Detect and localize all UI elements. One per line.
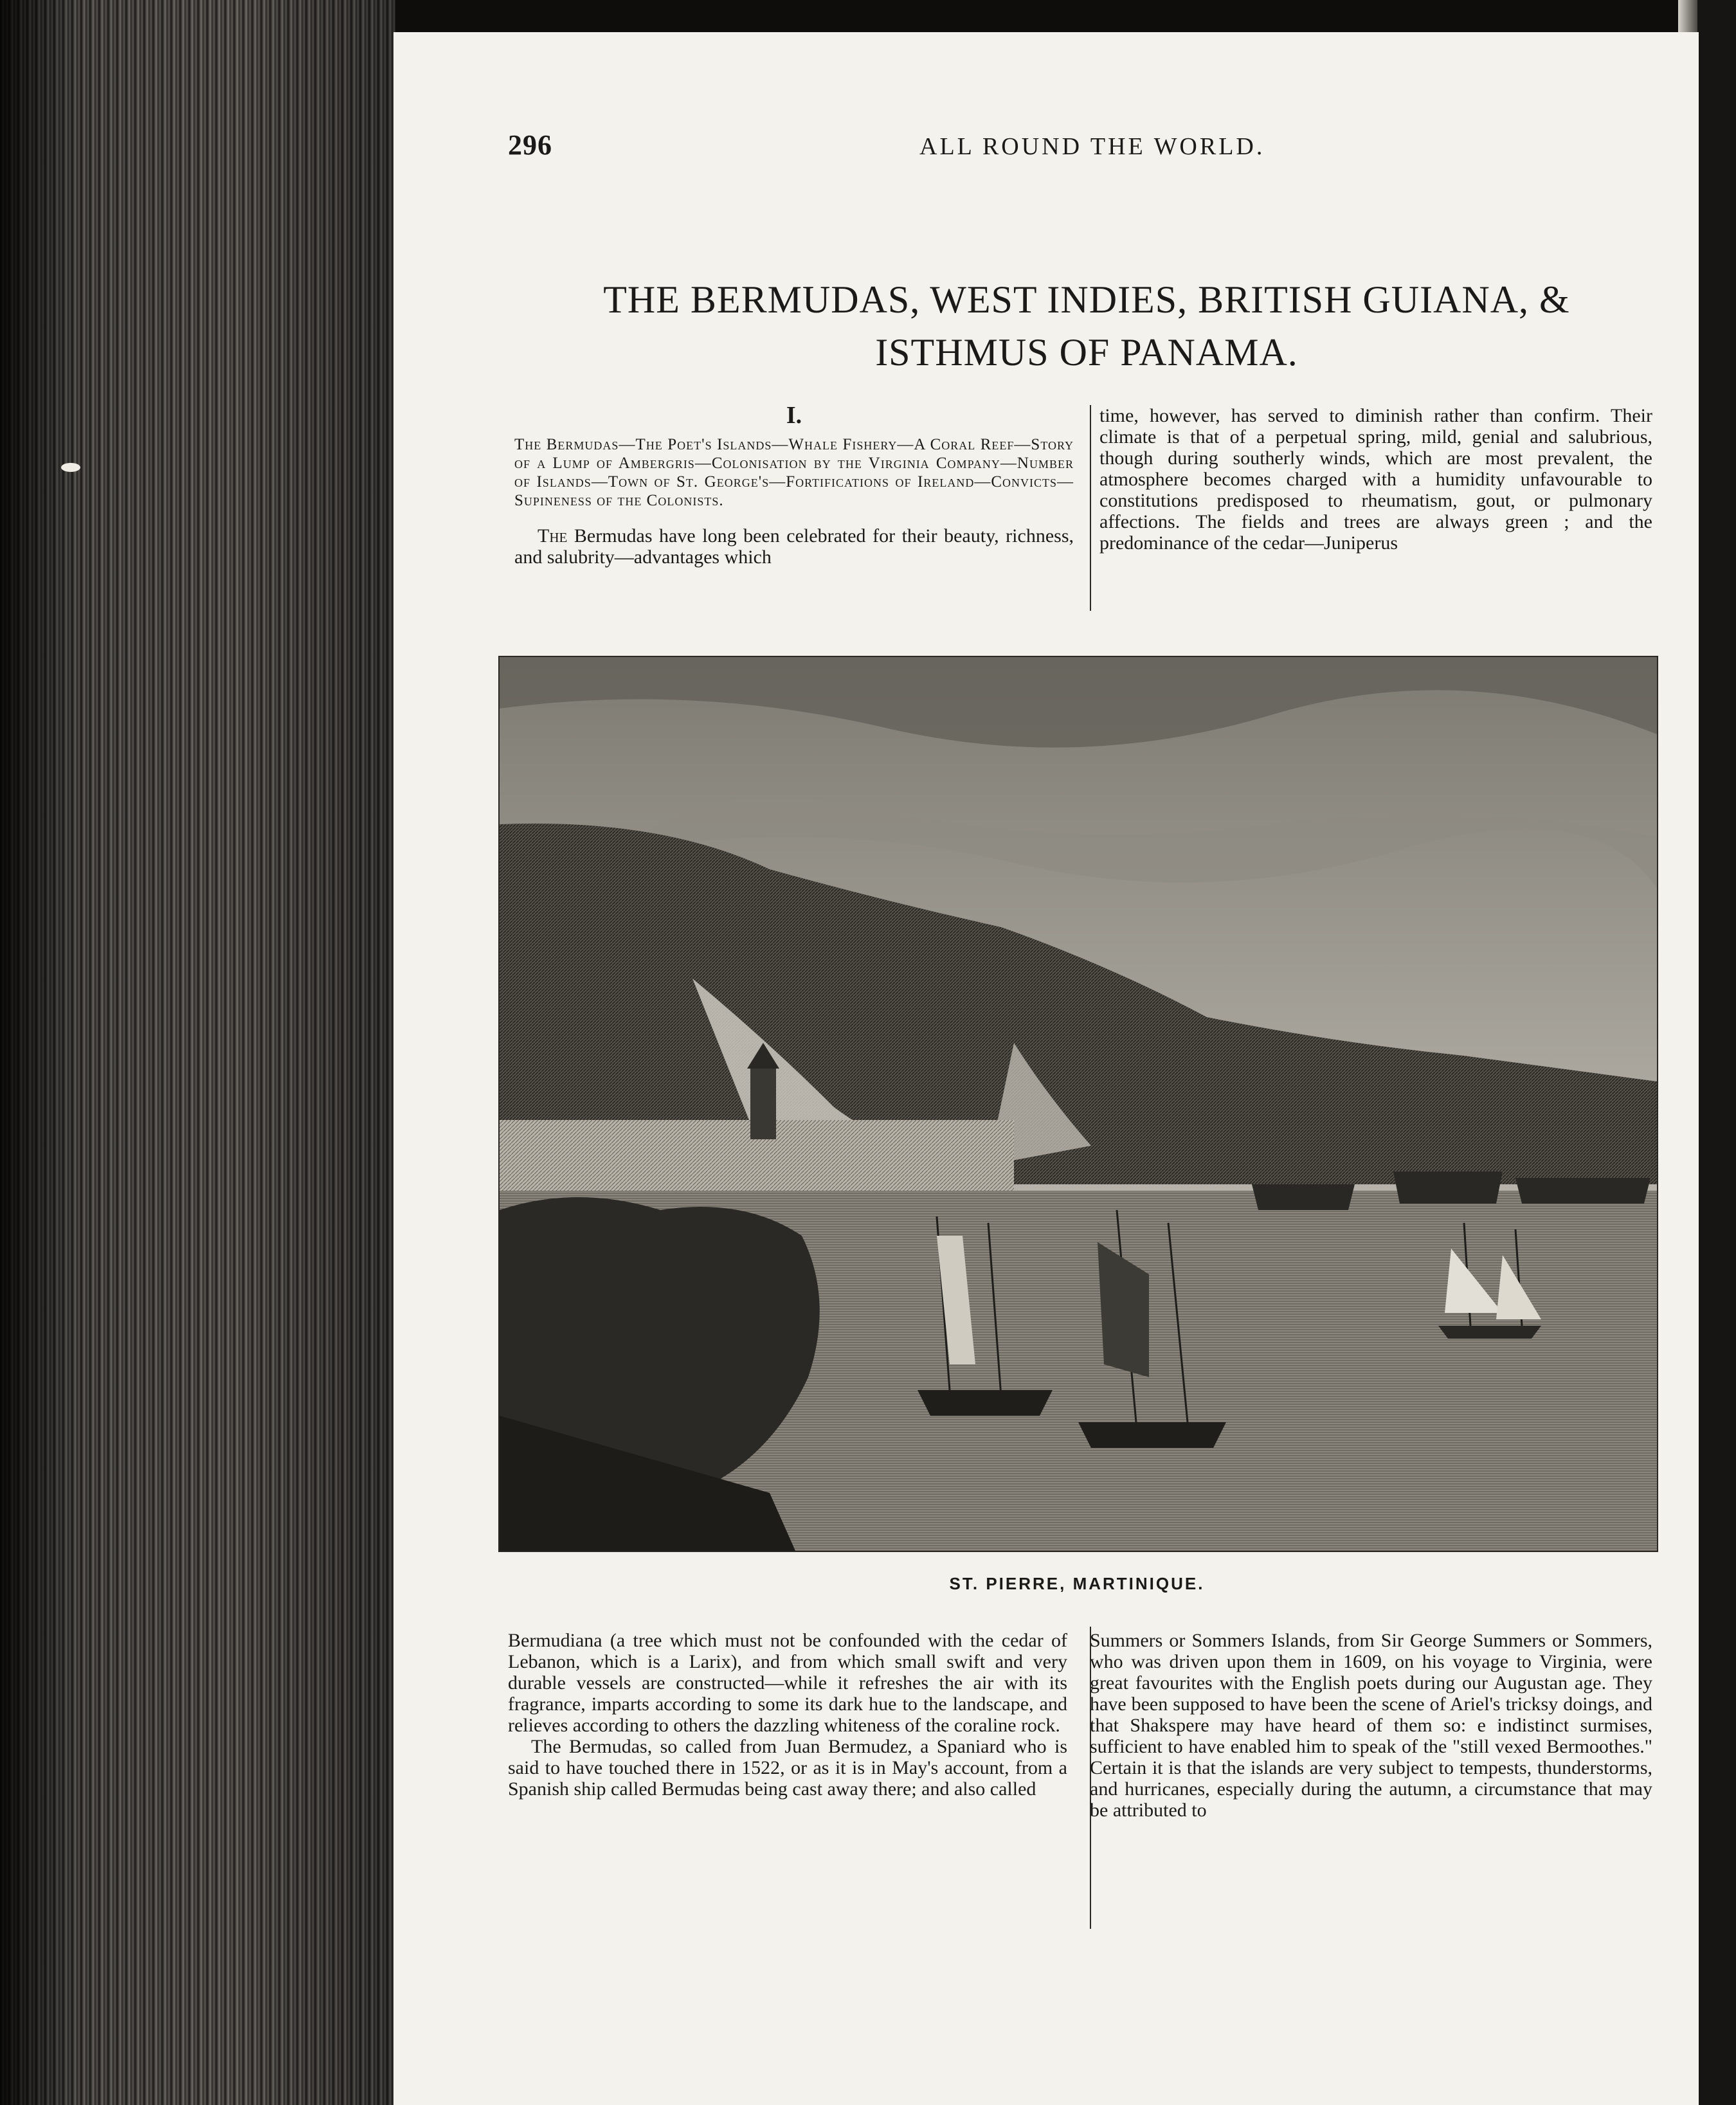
page-header — [508, 129, 1601, 174]
left-bottom-paragraph-1: Bermudiana (a tree which must not be confounded with the cedar of Lebanon, which is a Larix), and from which small swift and very durable vessels are constructed—while it refreshes the air with its fragrance, imparts according to some its dark hue to the landscape, and relieves according to others the dazzling whiteness of the coraline rock. — [508, 1630, 1067, 1736]
column-right-bottom — [1090, 1630, 1652, 1821]
left-bottom-paragraph-2: The Bermudas, so called from Juan Bermudez, a Spaniard who is said to have touched there in 1522, or as it is in May's account, from a Spanish ship called Bermudas being cast away there; and also called — [508, 1736, 1067, 1800]
intro-paragraph — [514, 525, 1074, 568]
intro-text: Bermudas have long been celebrated for their beauty, richness, and salubrity—advantages which — [514, 525, 1074, 568]
harbour-engraving — [500, 657, 1657, 1551]
page-number: 296 — [508, 129, 552, 161]
right-page-edge — [1697, 0, 1736, 2105]
illustration-caption: ST. PIERRE, MARTINIQUE. — [949, 1574, 1205, 1593]
running-head: ALL ROUND THE WORLD. — [919, 133, 1265, 160]
column-left-bottom — [508, 1630, 1067, 1800]
column-divider-top — [1090, 405, 1091, 611]
right-bottom-paragraph: Summers or Sommers Islands, from Sir George Summers or Sommers, who was driven upon them in 1609, on his voyage to Virginia, were great favourites with the English poets during our Augustan age. They have been supposed to have been the scene of Ariel's tricksy doings, and that Shakspere may have heard of them so: e indistinct surmises, sufficient to have enabled him to speak of the "still vexed Bermoothes." Certain it is that the islands are very subject to tempests, thunderstorms, and hurricanes, especially during the autumn, a circumstance that may be attributed to — [1090, 1630, 1652, 1821]
scan-speck — [61, 463, 80, 472]
engraving-st-pierre — [498, 656, 1658, 1552]
section-number: I. — [786, 402, 802, 429]
intro-lead: The — [538, 525, 568, 547]
column-right-top — [1099, 405, 1652, 554]
chapter-synopsis: The Bermudas—The Poet's Islands—Whale Fishery—A Coral Reef—Story of a Lump of Ambergris—Colonisation by the Virginia Company—Number of Islands—Town of St. George's—Fortifications of Ireland—Convicts—Supineness of the Colonists. — [514, 436, 1074, 509]
right-top-paragraph: time, however, has served to diminish rather than confirm. Their climate is that of a perpetual spring, mild, genial and salubrious, though during southerly winds, which are most prevalent, the atmosphere becomes charged with a humidity unfavourable to constitutions predisposed to rheumatism, gout, or pulmonary affections. The fields and trees are always green ; and the predominance of the cedar—Juniperus — [1099, 405, 1652, 554]
book-edge — [0, 0, 395, 2105]
article-title: THE BERMUDAS, WEST INDIES, BRITISH GUIANA, & ISTHMUS OF PANAMA. — [603, 278, 1570, 374]
column-left-top — [514, 402, 1074, 568]
